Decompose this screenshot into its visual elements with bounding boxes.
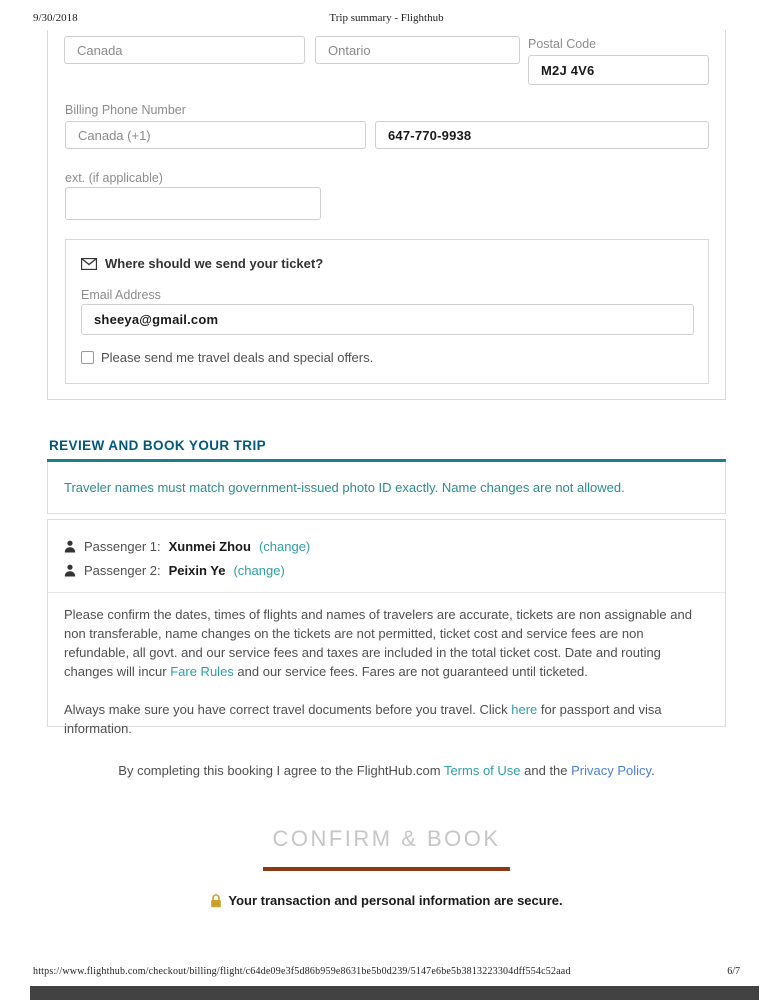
- privacy-policy-link[interactable]: Privacy Policy: [571, 763, 652, 778]
- review-section-heading: REVIEW AND BOOK YOUR TRIP: [49, 438, 267, 453]
- traveler-name-notice: [47, 462, 726, 514]
- booking-agreement-text: [0, 763, 773, 778]
- print-title: Trip summary - Flighthub: [329, 12, 444, 24]
- fare-terms-before: Please confirm the dates, times of flights and names of travelers are accurate, tickets are non assignable and non transferable, name changes on the tickets are not permitted, ticket cost and service fees are non refundable, all govt. and our service fees and taxes are included in the total ticket cost. Date and routing changes will incur: [64, 607, 692, 679]
- passenger-label: Passenger 1:: [84, 538, 161, 554]
- phone-ext-input[interactable]: [65, 187, 321, 220]
- next-page-edge-band: [30, 986, 759, 1000]
- passenger-name: Peixin Ye: [168, 562, 226, 578]
- ticket-email-section: [65, 239, 709, 384]
- person-icon: [64, 540, 76, 553]
- passenger-name: Xunmei Zhou: [168, 538, 251, 554]
- phone-number-input[interactable]: [375, 121, 709, 149]
- envelope-icon: [81, 258, 97, 270]
- phone-ext-label: ext. (if applicable): [65, 171, 163, 185]
- ticket-section-title-row: [81, 256, 323, 271]
- traveler-name-notice-text: Traveler names must match government-issued photo ID exactly. Name changes are not allowed.: [64, 480, 625, 495]
- print-date: 9/30/2018: [33, 12, 78, 24]
- print-footer-url: https://www.flighthub.com/checkout/billing/flight/c64de09e3f5d86b959e8631be5b0d239/5147e6be5b3813223304dff554c52aad: [33, 966, 571, 977]
- postal-code-input[interactable]: [528, 55, 709, 85]
- print-header: [33, 12, 740, 26]
- billing-phone-label: Billing Phone Number: [65, 103, 186, 117]
- travel-docs-before: Always make sure you have correct travel documents before you travel. Click: [64, 702, 512, 717]
- fare-rules-link[interactable]: Fare Rules: [170, 664, 234, 679]
- fare-terms-after: and our service fees. Fares are not guaranteed until ticketed.: [233, 664, 588, 679]
- billing-province-select[interactable]: [315, 36, 520, 64]
- email-label: Email Address: [81, 288, 161, 302]
- phone-country-value: Canada (+1): [78, 127, 151, 143]
- passenger-change-link[interactable]: (change): [233, 562, 285, 578]
- offers-checkbox[interactable]: [81, 351, 94, 364]
- passenger-row: [64, 558, 709, 582]
- passenger-change-link[interactable]: (change): [258, 538, 311, 554]
- passenger-list: [48, 520, 725, 592]
- agreement-part2: and the: [520, 763, 572, 778]
- secure-note-text: Your transaction and personal information are secure.: [228, 893, 563, 908]
- fare-terms-text: [48, 592, 725, 750]
- billing-form-section: [47, 30, 726, 400]
- travel-documents-paragraph: [64, 700, 709, 738]
- lock-icon: [210, 894, 222, 908]
- ticket-section-title: Where should we send your ticket?: [105, 256, 324, 271]
- confirm-and-book-button[interactable]: CONFIRM & BOOK: [0, 826, 773, 852]
- billing-province-value: Ontario: [328, 42, 371, 58]
- agreement-part3: .: [651, 763, 655, 778]
- print-footer-page-number: 6/7: [727, 966, 740, 977]
- billing-country-value: Canada: [77, 42, 123, 58]
- travel-docs-after: for passport and visa information.: [64, 702, 662, 736]
- passenger-label: Passenger 2:: [84, 562, 161, 578]
- terms-of-use-link[interactable]: Terms of Use: [443, 763, 521, 778]
- offers-checkbox-label: Please send me travel deals and special offers.: [101, 350, 374, 365]
- secure-note-row: [0, 893, 773, 908]
- offers-checkbox-row: [81, 350, 373, 365]
- postal-code-label: Postal Code: [528, 37, 597, 51]
- phone-country-select[interactable]: [65, 121, 366, 149]
- billing-country-select[interactable]: [64, 36, 305, 64]
- passenger-review-box: [47, 519, 726, 736]
- person-icon: [64, 564, 76, 577]
- agreement-part1: By completing this booking I agree to the FlightHub.com: [118, 763, 444, 778]
- fare-terms-paragraph: [64, 605, 709, 681]
- passenger-row: [64, 534, 709, 558]
- passport-visa-link[interactable]: here: [511, 702, 538, 717]
- confirm-button-underline: [263, 867, 510, 871]
- email-input[interactable]: [81, 304, 694, 335]
